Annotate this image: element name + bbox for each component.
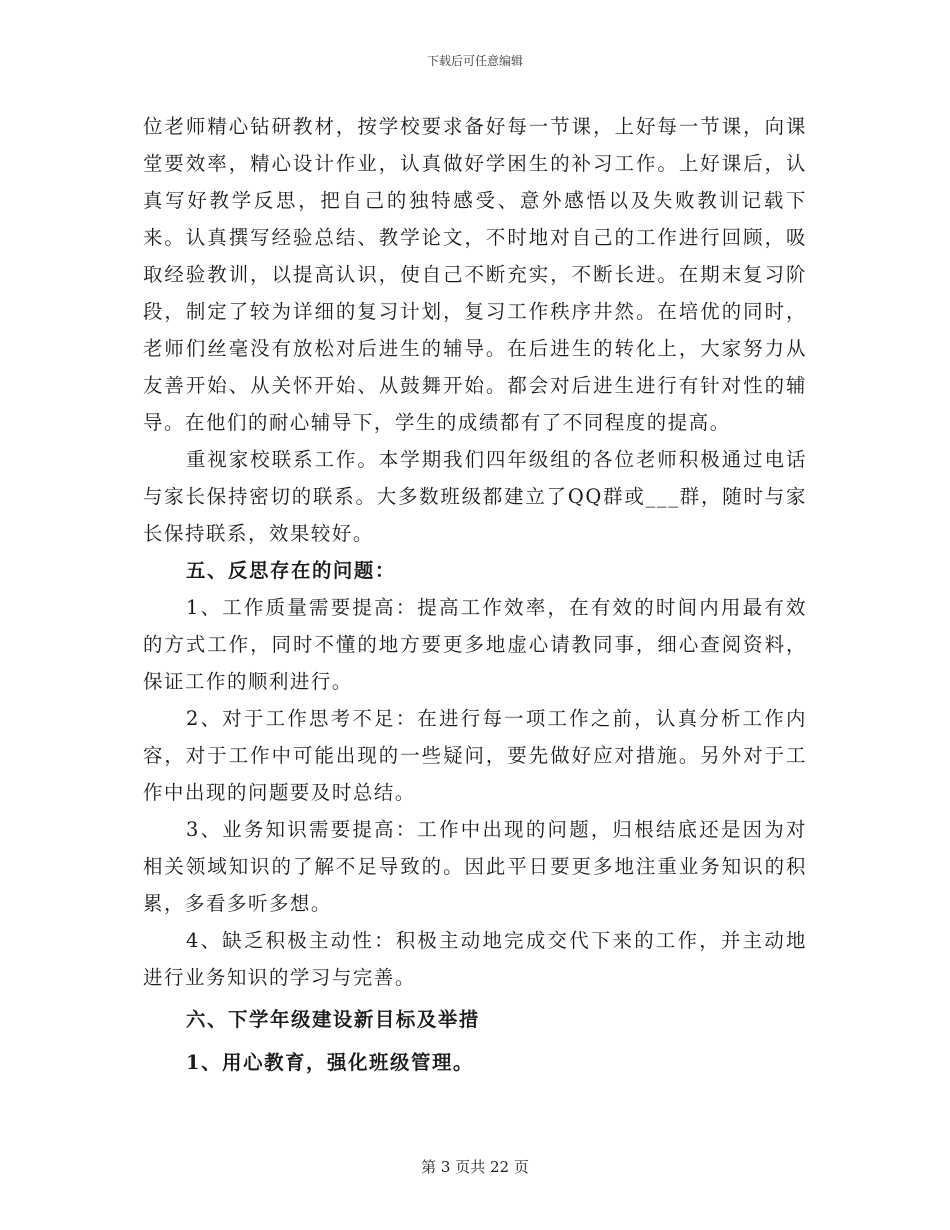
list-item-initiative: 4、缺乏积极主动性：积极主动地完成交代下来的工作，并主动地进行业务知识的学习与完善。 bbox=[143, 929, 807, 989]
section-heading-new-goals: 六、下学年级建设新目标及举措 bbox=[186, 1008, 480, 1031]
list-item-business-knowledge: 3、业务知识需要提高：工作中出现的问题，归根结底还是因为对相关领域知识的了解不足导致的。因此平日要更多地注重业务知识的积累，多看多听多想。 bbox=[143, 818, 807, 915]
list-item-work-quality: 1、工作质量需要提高：提高工作效率，在有效的时间内用最有效的方式工作，同时不懂的地方要更多地虚心请教同事，细心查阅资料，保证工作的顺利进行。 bbox=[143, 596, 807, 693]
page-footer-page-number: 第 3 页共 22 页 bbox=[421, 1158, 529, 1176]
page-header-note: 下载后可任意编辑 bbox=[426, 54, 523, 68]
document-body bbox=[143, 108, 807, 1082]
paragraph-teaching-work: 位老师精心钻研教材，按学校要求备好每一节课，上好每一节课，向课堂要效率，精心设计作业，认真做好学困生的补习工作。上好课后，认真写好教学反思，把自己的独特感受、意外感悟以及失败教训记载下来。认真撰写经验总结、教学论文，不时地对自己的工作进行回顾，吸取经验教训，以提高认识，使自己不断充实，不断长进。在期末复习阶段，制定了较为详细的复习计划，复习工作秩序井然。在培优的同时，老师们丝毫没有放松对后进生的辅导。在后进生的转化上，大家努力从友善开始、从关怀开始、从鼓舞开始。都会对后进生进行有针对性的辅导。在他们的耐心辅导下，学生的成绩都有了不同程度的提高。 bbox=[143, 115, 807, 434]
paragraph-home-school-contact: 重视家校联系工作。本学期我们四年级组的各位老师积极通过电话与家长保持密切的联系。大多数班级都建立了QQ群或___群，随时与家长保持联系，效果较好。 bbox=[143, 448, 807, 545]
subheading-class-management: 1、用心教育，强化班级管理。 bbox=[186, 1051, 474, 1074]
section-heading-reflection: 五、反思存在的问题： bbox=[186, 559, 396, 582]
list-item-work-thinking: 2、对于工作思考不足：在进行每一项工作之前，认真分析工作内容，对于工作中可能出现的一些疑问，要先做好应对措施。另外对于工作中出现的问题要及时总结。 bbox=[143, 707, 807, 804]
